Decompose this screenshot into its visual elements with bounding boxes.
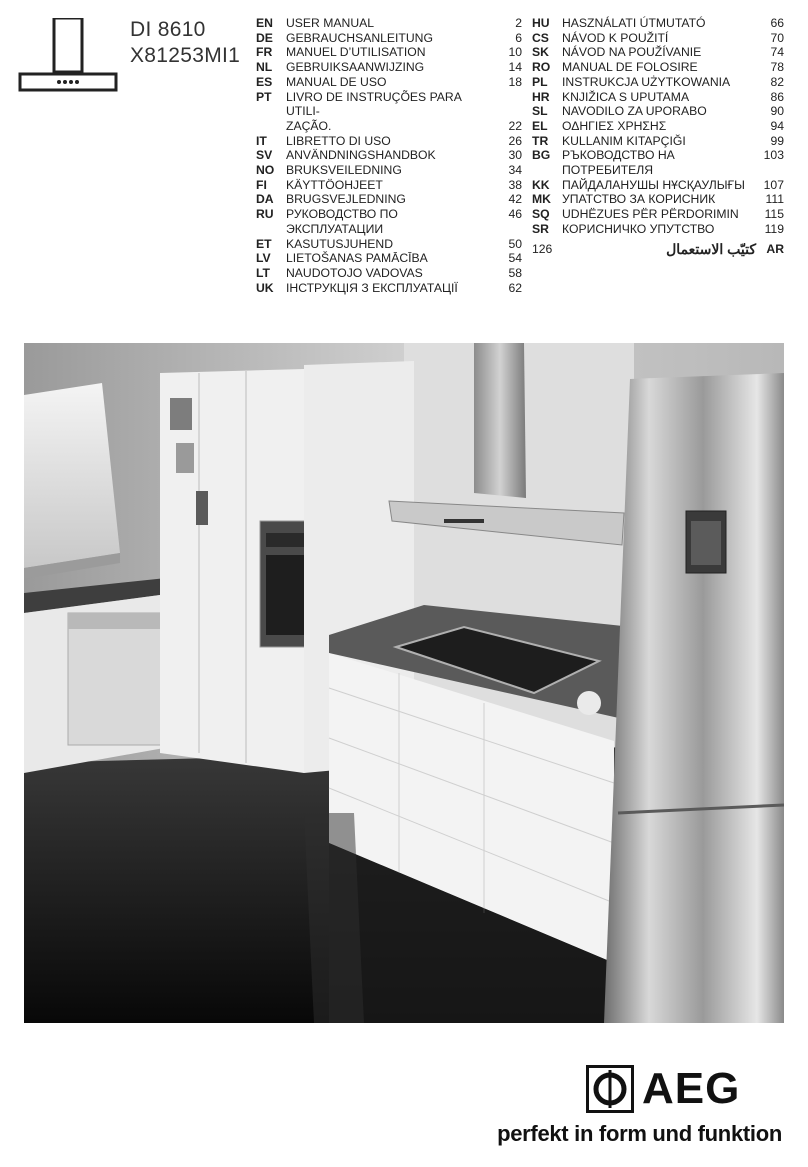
toc-title: NÁVOD NA POUŽÍVANIE [562,45,702,60]
toc-code: HR [532,89,550,104]
toc-row-hr [532,90,784,105]
toc-title: KULLANIM KITAPÇIĞI [562,133,686,148]
toc-title: ΟΔΗΓΙΕΣ ΧΡΗΣΗΣ [562,118,667,133]
toc-row-sq [532,207,784,222]
toc-code: BG [532,148,551,163]
toc-row-de [256,31,522,46]
toc-title: INSTRUKCJA UŻYTKOWANIA [562,74,731,89]
toc-code: DE [256,30,273,45]
toc-page: 99 [770,133,784,148]
toc-title: GEBRUIKSAANWIJZING [286,60,425,75]
toc-title: BRUGSVEJLEDNING [286,192,406,207]
aeg-logo-mark [586,1065,634,1113]
toc-code: SK [532,45,549,60]
toc-row-nl [256,60,522,75]
toc-code: SQ [532,207,550,222]
toc-row-fi [256,178,522,193]
model-number-2: X81253MI1 [130,44,241,67]
toc-page: 54 [508,251,522,266]
toc-page: 46 [508,207,522,222]
toc-row-da [256,192,522,207]
cooker-hood-icon [18,18,118,98]
toc-title: MANUEL D’UTILISATION [286,45,426,60]
toc-title: UDHËZUES PËR PËRDORIMIN [562,207,739,222]
toc-page: 119 [764,221,784,236]
toc-page: 66 [770,16,784,30]
toc-code: UK [256,280,274,295]
toc-title: LIVRO DE INSTRUÇÕES PARA UTILI- ZAÇÃO. [286,89,462,133]
toc-code: EN [256,16,273,30]
toc-row-sv [256,148,522,163]
toc-page: 82 [770,74,784,89]
toc-title: KNJIŽICA S UPUTAMA [562,89,690,104]
toc-title: KÄYTTÖOHJEET [286,177,383,192]
toc-title: NAUDOTOJO VADOVAS [286,265,423,280]
toc-page: 38 [508,177,522,192]
toc-code: SR [532,221,549,236]
toc-row-tr [532,134,784,149]
toc-page: 26 [508,133,522,148]
toc-code: HU [532,16,550,30]
toc-page: 22 [508,118,522,133]
toc-title: NAVODILO ZA UPORABO [562,104,707,119]
toc-code: PL [532,74,548,89]
model-number-1: DI 8610 [130,18,206,41]
toc-page: 94 [770,118,784,133]
toc-code: FI [256,177,267,192]
toc-code: KK [532,177,550,192]
toc-page: 74 [770,45,784,60]
toc-title: УПАТСТВО ЗА КОРИСНИК [562,192,716,207]
toc-title: BRUKSVEILEDNING [286,163,402,178]
toc-code: EL [532,118,548,133]
toc-code: LT [256,265,270,280]
toc-row-ru [256,207,522,236]
brand-tagline: perfekt in form und funktion [497,1121,782,1146]
toc-title: MANUAL DE FOLOSIRE [562,60,698,75]
toc-row-en [256,16,522,31]
toc-title: GEBRAUCHSANLEITUNG [286,30,433,45]
toc-title: KASUTUSJUHEND [286,236,393,251]
toc-code: PT [256,89,272,104]
toc-page: 10 [508,45,522,60]
toc-left-column [256,16,522,295]
toc-page: 18 [508,74,522,89]
toc-row-sr [532,222,784,237]
toc-code: FR [256,45,273,60]
toc-row-sl [532,104,784,119]
toc-row-mk [532,192,784,207]
toc-title: РЪКОВОДСТВО НА ПОТРЕБИТЕЛЯ [562,148,675,178]
toc-row-sk [532,45,784,60]
toc-row-lt [256,266,522,281]
toc-title: ІНСТРУКЦІЯ З ЕКСПЛУАТАЦІЇ [286,280,458,295]
toc-code: MK [532,192,551,207]
toc-title: РУКОВОДСТВО ПО ЭКСПЛУАТАЦИИ [286,207,398,236]
toc-row-it [256,134,522,149]
toc-row-uk [256,281,522,296]
toc-row-fr [256,45,522,60]
toc-row-pl [532,75,784,90]
toc-page: 115 [764,207,784,222]
toc-title: LIETOŠANAS PAMĀCĪBA [286,251,428,266]
toc-page: 103 [763,148,784,163]
toc-page: 42 [508,192,522,207]
kitchen-photo [24,343,784,1023]
toc-page: 34 [508,163,522,178]
toc-title: كتيّب الاستعمال [666,240,756,257]
toc-title: ANVÄNDNINGSHANDBOK [286,148,436,163]
toc-page: 6 [515,30,522,45]
toc-code: SL [532,104,548,119]
toc-page: 14 [508,60,522,75]
toc-title: КОРИСНИЧКО УПУТСТВО [562,221,715,236]
toc-page: 78 [770,60,784,75]
toc-code: TR [532,133,549,148]
toc-row-bg [532,148,784,177]
toc-title: MANUAL DE USO [286,74,387,89]
toc-right-column [532,16,784,256]
toc-row-cs [532,31,784,46]
toc-code: RO [532,60,551,75]
toc-code: AR [766,241,784,256]
toc-row-kk [532,178,784,193]
toc-page: 126 [532,241,553,256]
toc-row-hu [532,16,784,31]
toc-row-pt [256,90,522,134]
toc-code: RU [256,207,274,222]
toc-code: LV [256,251,271,266]
toc-row-es [256,75,522,90]
toc-row-lv [256,251,522,266]
toc-code: ES [256,74,273,89]
toc-code: NO [256,163,275,178]
toc-row-el [532,119,784,134]
toc-title: LIBRETTO DI USO [286,133,391,148]
toc-page: 86 [770,89,784,104]
toc-code: CS [532,30,549,45]
toc-page: 2 [515,16,522,30]
toc-page: 62 [508,280,522,295]
toc-page: 70 [770,30,784,45]
toc-page: 90 [770,104,784,119]
brand-logo-text: AEG [642,1064,741,1113]
toc-code: SV [256,148,273,163]
toc-page: 111 [765,192,784,207]
toc-code: ET [256,236,272,251]
toc-code: NL [256,60,273,75]
toc-code: DA [256,192,274,207]
toc-title: HASZNÁLATI ÚTMUTATÓ [562,16,706,30]
toc-row-ar [532,242,784,257]
toc-row-ro [532,60,784,75]
toc-row-et [256,237,522,252]
toc-title: NÁVOD K POUŽITÍ [562,30,669,45]
toc-page: 107 [763,177,784,192]
toc-page: 50 [508,236,522,251]
toc-title: USER MANUAL [286,16,375,30]
toc-page: 58 [508,265,522,280]
toc-code: IT [256,133,267,148]
toc-title: ПАЙДАЛАНУШЫ НҰСҚАУЛЫҒЫ [562,177,745,192]
toc-page: 30 [508,148,522,163]
toc-row-no [256,163,522,178]
